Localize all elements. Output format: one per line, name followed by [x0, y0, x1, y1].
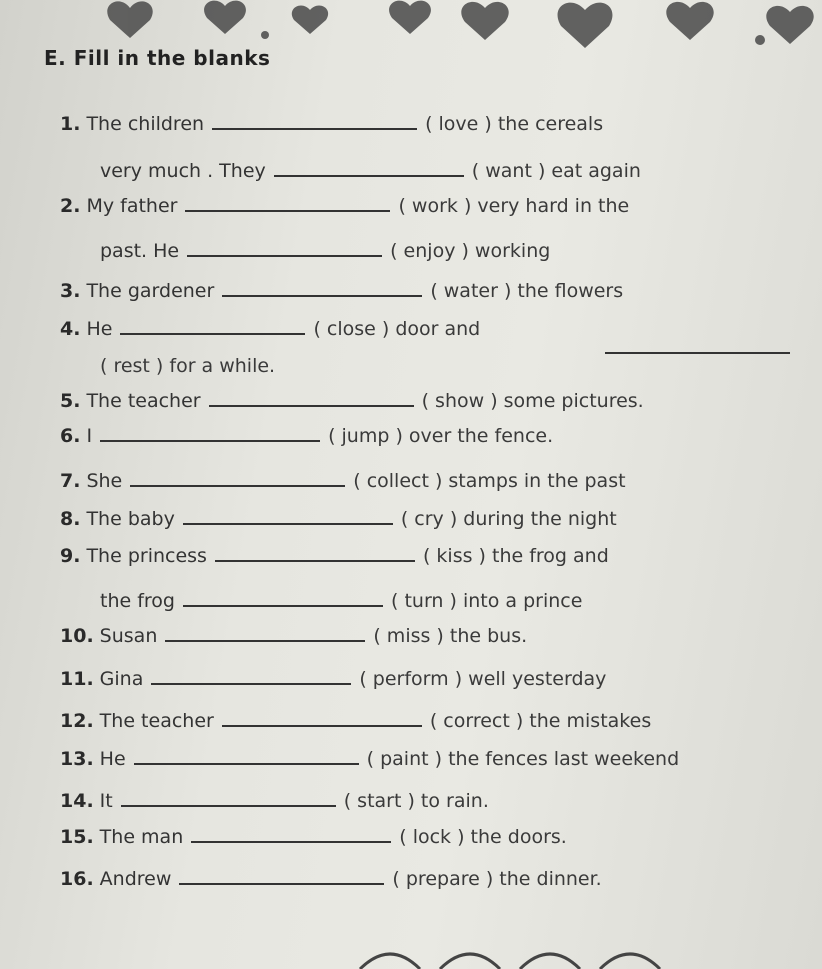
item-number: 7.: [60, 470, 81, 492]
answer-blank[interactable]: [191, 827, 391, 843]
answer-blank[interactable]: [185, 196, 390, 212]
answer-blank[interactable]: [151, 669, 351, 685]
item-number: 15.: [60, 826, 94, 848]
heart-icon: [204, 1, 246, 34]
section-title: E. Fill in the blanks: [44, 46, 271, 70]
item-number: 2.: [60, 195, 81, 217]
exercise-line: [100, 240, 550, 262]
answer-blank[interactable]: [187, 241, 382, 257]
item-number: 16.: [60, 868, 94, 890]
exercise-line: [60, 625, 527, 647]
answer-blank[interactable]: [222, 711, 422, 727]
verb-hint: ( correct ) the mistakes: [429, 710, 652, 732]
verb-hint: ( turn ) into a prince: [391, 590, 583, 612]
verb-hint: ( jump ) over the fence.: [328, 425, 554, 447]
heart-icon: [461, 2, 508, 40]
answer-blank[interactable]: [605, 338, 790, 354]
answer-blank[interactable]: [100, 426, 320, 442]
exercise-line: [100, 590, 582, 612]
sentence-start: The teacher: [86, 390, 201, 412]
answer-blank[interactable]: [165, 626, 365, 642]
verb-hint: ( lock ) the doors.: [399, 826, 567, 848]
exercise-line: [60, 113, 603, 135]
item-number: 9.: [60, 545, 81, 567]
exercise-line: [60, 318, 480, 340]
exercise-line: [60, 748, 679, 770]
sentence-start: Susan: [99, 625, 158, 647]
verb-hint: ( start ) to rain.: [343, 790, 489, 812]
exercise-line: [60, 710, 651, 732]
answer-blank[interactable]: [134, 749, 359, 765]
exercise-line: [60, 425, 553, 447]
item-number: 4.: [60, 318, 81, 340]
sentence-start: He: [86, 318, 113, 340]
verb-hint: ( miss ) the bus.: [373, 625, 528, 647]
answer-blank[interactable]: [222, 281, 422, 297]
heart-icon: [292, 5, 328, 34]
verb-hint: ( water ) the flowers: [430, 280, 624, 302]
verb-hint: ( prepare ) the dinner.: [392, 868, 602, 890]
heart-icon: [666, 2, 713, 40]
sentence-start: The gardener: [86, 280, 215, 302]
verb-hint: ( kiss ) the frog and: [422, 545, 609, 567]
exercise-line: [60, 390, 644, 412]
sentence-start: She: [86, 470, 123, 492]
exercise-line: [60, 668, 606, 690]
verb-hint: ( cry ) during the night: [400, 508, 617, 530]
item-number: 10.: [60, 625, 94, 647]
sentence-start: It: [99, 790, 113, 812]
sentence-start: The baby: [86, 508, 175, 530]
answer-blank[interactable]: [130, 471, 345, 487]
exercise-line: [60, 545, 609, 567]
answer-blank[interactable]: [212, 114, 417, 130]
sentence-start: The man: [99, 826, 184, 848]
item-number: 6.: [60, 425, 81, 447]
sentence-start: very much . They: [100, 160, 266, 182]
exercise-line: [100, 355, 275, 377]
exercise-line: [60, 868, 602, 890]
verb-hint: ( paint ) the fences last weekend: [366, 748, 680, 770]
exercise-line: [60, 195, 629, 217]
item-number: 3.: [60, 280, 81, 302]
sentence-start: He: [99, 748, 126, 770]
dot-decoration: [755, 35, 765, 45]
verb-hint: ( want ) eat again: [471, 160, 641, 182]
answer-blank[interactable]: [274, 161, 464, 177]
sentence-start: The teacher: [99, 710, 214, 732]
verb-hint: ( work ) very hard in the: [398, 195, 630, 217]
sentence-start: Andrew: [99, 868, 172, 890]
verb-hint: ( rest ) for a while.: [100, 355, 276, 377]
answer-blank[interactable]: [183, 509, 393, 525]
answer-blank[interactable]: [183, 591, 383, 607]
sentence-start: I: [86, 425, 93, 447]
answer-blank[interactable]: [121, 791, 336, 807]
verb-hint: ( collect ) stamps in the past: [353, 470, 626, 492]
exercise-line: [60, 790, 489, 812]
verb-hint: ( show ) some pictures.: [421, 390, 644, 412]
exercise-line: [60, 826, 567, 848]
bottom-border-decoration: [0, 930, 822, 969]
answer-blank[interactable]: [215, 546, 415, 562]
item-number: 11.: [60, 668, 94, 690]
heart-icon: [766, 6, 813, 44]
verb-hint: ( perform ) well yesterday: [359, 668, 607, 690]
heart-icon: [558, 3, 613, 48]
sentence-start: The princess: [86, 545, 207, 567]
answer-blank[interactable]: [209, 391, 414, 407]
item-number: 1.: [60, 113, 81, 135]
item-number: 5.: [60, 390, 81, 412]
exercise-line: [60, 508, 617, 530]
exercise-line: [60, 280, 623, 302]
item-number: 8.: [60, 508, 81, 530]
answer-blank[interactable]: [120, 319, 305, 335]
verb-hint: ( close ) door and: [313, 318, 481, 340]
verb-hint: ( enjoy ) working: [390, 240, 551, 262]
item-number: 14.: [60, 790, 94, 812]
exercise-line: [60, 470, 626, 492]
dot-decoration: [261, 31, 269, 39]
heart-icon: [107, 1, 152, 38]
sentence-start: The children: [86, 113, 205, 135]
exercise-line: [100, 160, 641, 182]
verb-hint: ( love ) the cereals: [425, 113, 604, 135]
sentence-start: Gina: [99, 668, 144, 690]
item-number: 12.: [60, 710, 94, 732]
answer-blank[interactable]: [179, 869, 384, 885]
sentence-start: My father: [86, 195, 178, 217]
heart-icon: [389, 1, 431, 34]
sentence-start: past. He: [100, 240, 180, 262]
item-number: 13.: [60, 748, 94, 770]
sentence-start: the frog: [100, 590, 175, 612]
